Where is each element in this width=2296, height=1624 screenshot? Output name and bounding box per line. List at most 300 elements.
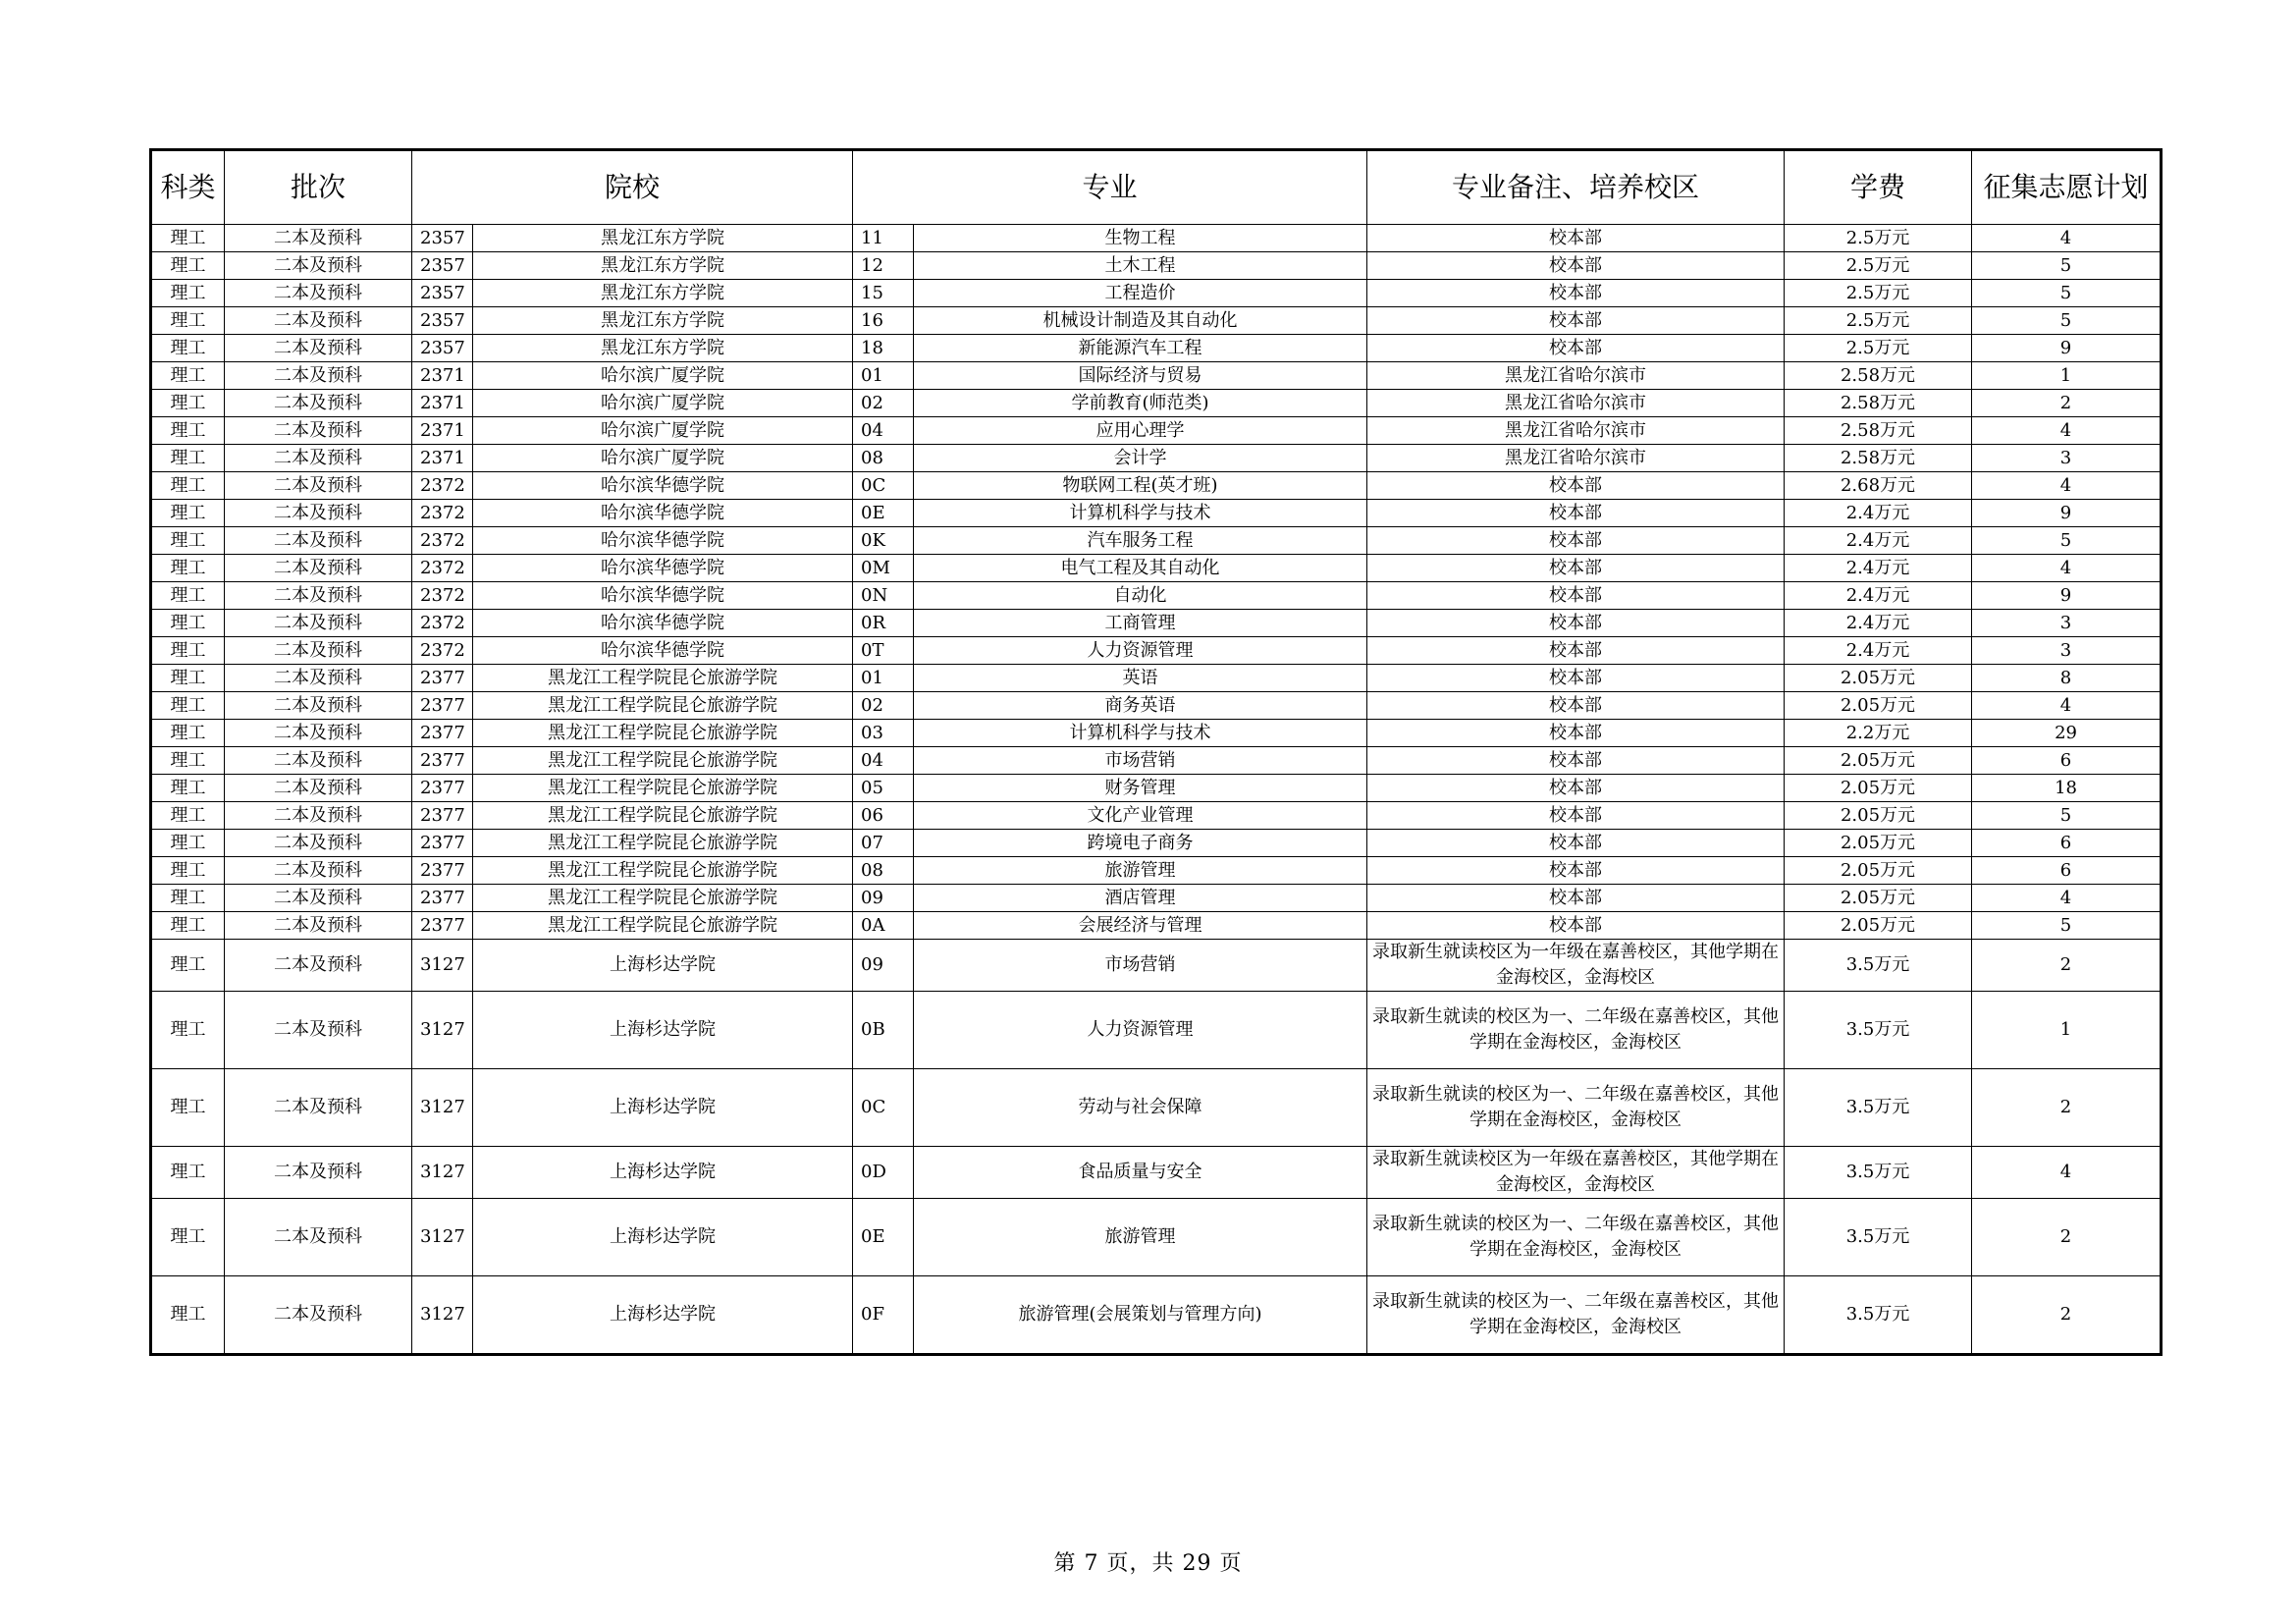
kelei-cell: 理工 bbox=[151, 830, 225, 857]
major-code-cell: 0C bbox=[853, 472, 914, 500]
major-name-cell: 文化产业管理 bbox=[914, 802, 1367, 830]
pici-cell: 二本及预科 bbox=[225, 582, 412, 610]
major-name-cell: 旅游管理 bbox=[914, 1199, 1367, 1276]
tuition-cell: 2.05万元 bbox=[1785, 775, 1972, 802]
school-name-cell: 哈尔滨华德学院 bbox=[473, 610, 853, 637]
major-code-cell: 04 bbox=[853, 747, 914, 775]
major-name-cell: 市场营销 bbox=[914, 747, 1367, 775]
school-code-cell: 2371 bbox=[412, 445, 473, 472]
major-code-cell: 08 bbox=[853, 857, 914, 885]
major-name-cell: 会计学 bbox=[914, 445, 1367, 472]
tuition-cell: 2.58万元 bbox=[1785, 417, 1972, 445]
pici-cell: 二本及预科 bbox=[225, 527, 412, 555]
major-code-cell: 0R bbox=[853, 610, 914, 637]
school-name-cell: 哈尔滨华德学院 bbox=[473, 637, 853, 665]
table-row bbox=[151, 637, 2162, 665]
tuition-cell: 2.05万元 bbox=[1785, 747, 1972, 775]
major-name-cell: 电气工程及其自动化 bbox=[914, 555, 1367, 582]
major-code-cell: 02 bbox=[853, 390, 914, 417]
school-code-cell: 2357 bbox=[412, 225, 473, 252]
major-name-cell: 财务管理 bbox=[914, 775, 1367, 802]
major-note-cell: 黑龙江省哈尔滨市 bbox=[1367, 390, 1785, 417]
major-note-cell: 校本部 bbox=[1367, 280, 1785, 307]
major-note-cell: 黑龙江省哈尔滨市 bbox=[1367, 445, 1785, 472]
major-note-cell: 校本部 bbox=[1367, 307, 1785, 335]
kelei-cell: 理工 bbox=[151, 637, 225, 665]
page-number: 第 7 页，共 29 页 bbox=[1053, 1551, 1243, 1576]
school-code-cell: 3127 bbox=[412, 940, 473, 992]
tuition-cell: 2.05万元 bbox=[1785, 802, 1972, 830]
pici-cell: 二本及预科 bbox=[225, 225, 412, 252]
tuition-cell: 3.5万元 bbox=[1785, 992, 1972, 1069]
tuition-cell: 2.4万元 bbox=[1785, 500, 1972, 527]
kelei-cell: 理工 bbox=[151, 692, 225, 720]
school-code-cell: 2377 bbox=[412, 692, 473, 720]
school-name-cell: 哈尔滨广厦学院 bbox=[473, 417, 853, 445]
major-name-cell: 跨境电子商务 bbox=[914, 830, 1367, 857]
school-name-cell: 黑龙江工程学院昆仑旅游学院 bbox=[473, 912, 853, 940]
table-row bbox=[151, 280, 2162, 307]
major-code-cell: 0M bbox=[853, 555, 914, 582]
school-name-cell: 哈尔滨华德学院 bbox=[473, 527, 853, 555]
school-code-cell: 2377 bbox=[412, 857, 473, 885]
major-note-cell: 校本部 bbox=[1367, 692, 1785, 720]
tuition-cell: 2.05万元 bbox=[1785, 665, 1972, 692]
tuition-cell: 2.5万元 bbox=[1785, 307, 1972, 335]
plan-count-cell: 8 bbox=[1972, 665, 2162, 692]
plan-count-cell: 9 bbox=[1972, 335, 2162, 362]
kelei-cell: 理工 bbox=[151, 390, 225, 417]
school-code-cell: 3127 bbox=[412, 1276, 473, 1355]
pici-cell: 二本及预科 bbox=[225, 280, 412, 307]
major-name-cell: 人力资源管理 bbox=[914, 992, 1367, 1069]
major-note-cell: 校本部 bbox=[1367, 720, 1785, 747]
school-name-cell: 黑龙江工程学院昆仑旅游学院 bbox=[473, 747, 853, 775]
pici-cell: 二本及预科 bbox=[225, 610, 412, 637]
school-name-cell: 哈尔滨广厦学院 bbox=[473, 390, 853, 417]
tuition-cell: 2.58万元 bbox=[1785, 362, 1972, 390]
major-code-cell: 09 bbox=[853, 885, 914, 912]
major-name-cell: 食品质量与安全 bbox=[914, 1147, 1367, 1199]
pici-cell: 二本及预科 bbox=[225, 362, 412, 390]
school-name-cell: 哈尔滨华德学院 bbox=[473, 500, 853, 527]
tuition-cell: 2.58万元 bbox=[1785, 390, 1972, 417]
table-row bbox=[151, 830, 2162, 857]
table-row bbox=[151, 335, 2162, 362]
major-code-cell: 01 bbox=[853, 362, 914, 390]
major-note-cell: 校本部 bbox=[1367, 472, 1785, 500]
pici-cell: 二本及预科 bbox=[225, 637, 412, 665]
kelei-cell: 理工 bbox=[151, 885, 225, 912]
pici-cell: 二本及预科 bbox=[225, 500, 412, 527]
school-code-cell: 2377 bbox=[412, 802, 473, 830]
school-name-cell: 上海杉达学院 bbox=[473, 1147, 853, 1199]
kelei-cell: 理工 bbox=[151, 500, 225, 527]
major-code-cell: 0D bbox=[853, 1147, 914, 1199]
plan-count-cell: 5 bbox=[1972, 802, 2162, 830]
school-code-cell: 2377 bbox=[412, 747, 473, 775]
kelei-cell: 理工 bbox=[151, 582, 225, 610]
major-code-cell: 05 bbox=[853, 775, 914, 802]
tuition-cell: 2.05万元 bbox=[1785, 885, 1972, 912]
major-note-cell: 黑龙江省哈尔滨市 bbox=[1367, 417, 1785, 445]
pici-cell: 二本及预科 bbox=[225, 417, 412, 445]
major-name-cell: 英语 bbox=[914, 665, 1367, 692]
table-row bbox=[151, 362, 2162, 390]
plan-count-cell: 6 bbox=[1972, 747, 2162, 775]
header-jihua: 征集志愿计划 bbox=[1972, 150, 2162, 225]
table-row bbox=[151, 885, 2162, 912]
school-code-cell: 2371 bbox=[412, 390, 473, 417]
school-code-cell: 2372 bbox=[412, 555, 473, 582]
plan-count-cell: 4 bbox=[1972, 472, 2162, 500]
major-note-cell: 录取新生就读的校区为一、二年级在嘉善校区，其他学期在金海校区，金海校区 bbox=[1367, 1069, 1785, 1147]
school-code-cell: 2372 bbox=[412, 472, 473, 500]
school-name-cell: 黑龙江东方学院 bbox=[473, 225, 853, 252]
school-name-cell: 黑龙江工程学院昆仑旅游学院 bbox=[473, 802, 853, 830]
school-code-cell: 2357 bbox=[412, 307, 473, 335]
school-name-cell: 黑龙江工程学院昆仑旅游学院 bbox=[473, 775, 853, 802]
school-name-cell: 哈尔滨华德学院 bbox=[473, 555, 853, 582]
school-code-cell: 3127 bbox=[412, 1147, 473, 1199]
header-beizhu: 专业备注、培养校区 bbox=[1367, 150, 1785, 225]
table-row bbox=[151, 472, 2162, 500]
header-kelei: 科类 bbox=[151, 150, 225, 225]
school-name-cell: 黑龙江工程学院昆仑旅游学院 bbox=[473, 857, 853, 885]
table-body bbox=[151, 225, 2162, 1355]
major-note-cell: 校本部 bbox=[1367, 775, 1785, 802]
pici-cell: 二本及预科 bbox=[225, 857, 412, 885]
school-name-cell: 哈尔滨广厦学院 bbox=[473, 362, 853, 390]
major-note-cell: 校本部 bbox=[1367, 582, 1785, 610]
pici-cell: 二本及预科 bbox=[225, 940, 412, 992]
school-code-cell: 2372 bbox=[412, 610, 473, 637]
school-code-cell: 2372 bbox=[412, 582, 473, 610]
table-row bbox=[151, 1276, 2162, 1355]
table-row bbox=[151, 720, 2162, 747]
plan-count-cell: 2 bbox=[1972, 1199, 2162, 1276]
table-row bbox=[151, 992, 2162, 1069]
major-note-cell: 校本部 bbox=[1367, 637, 1785, 665]
header-row bbox=[151, 150, 2162, 225]
major-code-cell: 18 bbox=[853, 335, 914, 362]
table-row bbox=[151, 747, 2162, 775]
pici-cell: 二本及预科 bbox=[225, 692, 412, 720]
major-code-cell: 08 bbox=[853, 445, 914, 472]
table-row bbox=[151, 802, 2162, 830]
school-name-cell: 黑龙江工程学院昆仑旅游学院 bbox=[473, 720, 853, 747]
plan-count-cell: 4 bbox=[1972, 885, 2162, 912]
school-name-cell: 黑龙江工程学院昆仑旅游学院 bbox=[473, 665, 853, 692]
major-note-cell: 校本部 bbox=[1367, 555, 1785, 582]
plan-count-cell: 9 bbox=[1972, 500, 2162, 527]
table-row bbox=[151, 940, 2162, 992]
major-name-cell: 旅游管理 bbox=[914, 857, 1367, 885]
plan-count-cell: 3 bbox=[1972, 637, 2162, 665]
major-code-cell: 09 bbox=[853, 940, 914, 992]
pici-cell: 二本及预科 bbox=[225, 1276, 412, 1355]
table-row bbox=[151, 665, 2162, 692]
plan-count-cell: 5 bbox=[1972, 912, 2162, 940]
major-code-cell: 0E bbox=[853, 500, 914, 527]
pici-cell: 二本及预科 bbox=[225, 912, 412, 940]
school-code-cell: 3127 bbox=[412, 1199, 473, 1276]
plan-count-cell: 29 bbox=[1972, 720, 2162, 747]
tuition-cell: 3.5万元 bbox=[1785, 940, 1972, 992]
tuition-cell: 3.5万元 bbox=[1785, 1069, 1972, 1147]
plan-count-cell: 1 bbox=[1972, 992, 2162, 1069]
kelei-cell: 理工 bbox=[151, 747, 225, 775]
kelei-cell: 理工 bbox=[151, 610, 225, 637]
major-note-cell: 校本部 bbox=[1367, 802, 1785, 830]
major-code-cell: 11 bbox=[853, 225, 914, 252]
table-row bbox=[151, 775, 2162, 802]
kelei-cell: 理工 bbox=[151, 912, 225, 940]
plan-count-cell: 6 bbox=[1972, 830, 2162, 857]
pici-cell: 二本及预科 bbox=[225, 885, 412, 912]
tuition-cell: 2.4万元 bbox=[1785, 637, 1972, 665]
school-name-cell: 黑龙江东方学院 bbox=[473, 335, 853, 362]
plan-count-cell: 3 bbox=[1972, 445, 2162, 472]
school-name-cell: 哈尔滨华德学院 bbox=[473, 472, 853, 500]
school-name-cell: 黑龙江东方学院 bbox=[473, 307, 853, 335]
tuition-cell: 3.5万元 bbox=[1785, 1276, 1972, 1355]
table-row bbox=[151, 225, 2162, 252]
major-code-cell: 15 bbox=[853, 280, 914, 307]
school-name-cell: 哈尔滨广厦学院 bbox=[473, 445, 853, 472]
pici-cell: 二本及预科 bbox=[225, 1069, 412, 1147]
major-name-cell: 商务英语 bbox=[914, 692, 1367, 720]
major-code-cell: 01 bbox=[853, 665, 914, 692]
kelei-cell: 理工 bbox=[151, 1069, 225, 1147]
major-name-cell: 市场营销 bbox=[914, 940, 1367, 992]
major-name-cell: 应用心理学 bbox=[914, 417, 1367, 445]
major-name-cell: 国际经济与贸易 bbox=[914, 362, 1367, 390]
plan-count-cell: 6 bbox=[1972, 857, 2162, 885]
major-note-cell: 校本部 bbox=[1367, 912, 1785, 940]
school-name-cell: 上海杉达学院 bbox=[473, 1276, 853, 1355]
plan-count-cell: 2 bbox=[1972, 1276, 2162, 1355]
admission-plan-table bbox=[149, 148, 2163, 1356]
major-note-cell: 录取新生就读的校区为一、二年级在嘉善校区，其他学期在金海校区，金海校区 bbox=[1367, 992, 1785, 1069]
kelei-cell: 理工 bbox=[151, 992, 225, 1069]
header-zhuanye: 专业 bbox=[853, 150, 1367, 225]
kelei-cell: 理工 bbox=[151, 445, 225, 472]
school-code-cell: 2372 bbox=[412, 527, 473, 555]
major-name-cell: 旅游管理(会展策划与管理方向) bbox=[914, 1276, 1367, 1355]
plan-count-cell: 2 bbox=[1972, 1069, 2162, 1147]
tuition-cell: 2.5万元 bbox=[1785, 252, 1972, 280]
kelei-cell: 理工 bbox=[151, 555, 225, 582]
pici-cell: 二本及预科 bbox=[225, 335, 412, 362]
plan-count-cell: 4 bbox=[1972, 417, 2162, 445]
kelei-cell: 理工 bbox=[151, 417, 225, 445]
major-code-cell: 0F bbox=[853, 1276, 914, 1355]
major-note-cell: 黑龙江省哈尔滨市 bbox=[1367, 362, 1785, 390]
major-name-cell: 劳动与社会保障 bbox=[914, 1069, 1367, 1147]
major-code-cell: 0B bbox=[853, 992, 914, 1069]
major-note-cell: 校本部 bbox=[1367, 335, 1785, 362]
school-name-cell: 上海杉达学院 bbox=[473, 1069, 853, 1147]
school-code-cell: 2357 bbox=[412, 280, 473, 307]
tuition-cell: 3.5万元 bbox=[1785, 1199, 1972, 1276]
major-note-cell: 校本部 bbox=[1367, 857, 1785, 885]
school-code-cell: 2377 bbox=[412, 830, 473, 857]
tuition-cell: 2.68万元 bbox=[1785, 472, 1972, 500]
table-row bbox=[151, 857, 2162, 885]
plan-count-cell: 5 bbox=[1972, 252, 2162, 280]
kelei-cell: 理工 bbox=[151, 720, 225, 747]
major-name-cell: 土木工程 bbox=[914, 252, 1367, 280]
major-note-cell: 录取新生就读校区为一年级在嘉善校区，其他学期在金海校区，金海校区 bbox=[1367, 940, 1785, 992]
table-row bbox=[151, 500, 2162, 527]
major-note-cell: 录取新生就读的校区为一、二年级在嘉善校区，其他学期在金海校区，金海校区 bbox=[1367, 1199, 1785, 1276]
tuition-cell: 2.5万元 bbox=[1785, 225, 1972, 252]
kelei-cell: 理工 bbox=[151, 775, 225, 802]
school-name-cell: 哈尔滨华德学院 bbox=[473, 582, 853, 610]
plan-count-cell: 5 bbox=[1972, 280, 2162, 307]
plan-count-cell: 4 bbox=[1972, 555, 2162, 582]
tuition-cell: 2.2万元 bbox=[1785, 720, 1972, 747]
school-name-cell: 黑龙江东方学院 bbox=[473, 252, 853, 280]
school-name-cell: 黑龙江东方学院 bbox=[473, 280, 853, 307]
pici-cell: 二本及预科 bbox=[225, 775, 412, 802]
major-name-cell: 计算机科学与技术 bbox=[914, 720, 1367, 747]
school-code-cell: 2377 bbox=[412, 665, 473, 692]
pici-cell: 二本及预科 bbox=[225, 992, 412, 1069]
tuition-cell: 3.5万元 bbox=[1785, 1147, 1972, 1199]
major-name-cell: 新能源汽车工程 bbox=[914, 335, 1367, 362]
plan-count-cell: 5 bbox=[1972, 527, 2162, 555]
pici-cell: 二本及预科 bbox=[225, 307, 412, 335]
plan-count-cell: 2 bbox=[1972, 940, 2162, 992]
kelei-cell: 理工 bbox=[151, 472, 225, 500]
pici-cell: 二本及预科 bbox=[225, 747, 412, 775]
major-name-cell: 人力资源管理 bbox=[914, 637, 1367, 665]
kelei-cell: 理工 bbox=[151, 252, 225, 280]
major-note-cell: 校本部 bbox=[1367, 747, 1785, 775]
major-code-cell: 0A bbox=[853, 912, 914, 940]
school-code-cell: 3127 bbox=[412, 1069, 473, 1147]
tuition-cell: 2.05万元 bbox=[1785, 912, 1972, 940]
table-row bbox=[151, 610, 2162, 637]
major-name-cell: 酒店管理 bbox=[914, 885, 1367, 912]
school-name-cell: 黑龙江工程学院昆仑旅游学院 bbox=[473, 885, 853, 912]
tuition-cell: 2.4万元 bbox=[1785, 555, 1972, 582]
pici-cell: 二本及预科 bbox=[225, 720, 412, 747]
major-name-cell: 汽车服务工程 bbox=[914, 527, 1367, 555]
school-code-cell: 3127 bbox=[412, 992, 473, 1069]
major-code-cell: 0T bbox=[853, 637, 914, 665]
major-note-cell: 校本部 bbox=[1367, 610, 1785, 637]
plan-count-cell: 4 bbox=[1972, 225, 2162, 252]
pici-cell: 二本及预科 bbox=[225, 445, 412, 472]
school-code-cell: 2371 bbox=[412, 417, 473, 445]
major-note-cell: 校本部 bbox=[1367, 252, 1785, 280]
major-code-cell: 0N bbox=[853, 582, 914, 610]
header-yuanxiao: 院校 bbox=[412, 150, 853, 225]
table-row bbox=[151, 912, 2162, 940]
major-name-cell: 计算机科学与技术 bbox=[914, 500, 1367, 527]
tuition-cell: 2.05万元 bbox=[1785, 692, 1972, 720]
school-code-cell: 2377 bbox=[412, 775, 473, 802]
major-code-cell: 04 bbox=[853, 417, 914, 445]
major-note-cell: 校本部 bbox=[1367, 527, 1785, 555]
plan-count-cell: 2 bbox=[1972, 390, 2162, 417]
major-note-cell: 校本部 bbox=[1367, 225, 1785, 252]
school-name-cell: 上海杉达学院 bbox=[473, 1199, 853, 1276]
plan-count-cell: 18 bbox=[1972, 775, 2162, 802]
tuition-cell: 2.58万元 bbox=[1785, 445, 1972, 472]
school-code-cell: 2372 bbox=[412, 500, 473, 527]
kelei-cell: 理工 bbox=[151, 527, 225, 555]
tuition-cell: 2.4万元 bbox=[1785, 610, 1972, 637]
school-name-cell: 上海杉达学院 bbox=[473, 992, 853, 1069]
major-name-cell: 生物工程 bbox=[914, 225, 1367, 252]
major-note-cell: 录取新生就读的校区为一、二年级在嘉善校区，其他学期在金海校区，金海校区 bbox=[1367, 1276, 1785, 1355]
school-code-cell: 2357 bbox=[412, 252, 473, 280]
school-code-cell: 2377 bbox=[412, 720, 473, 747]
plan-count-cell: 1 bbox=[1972, 362, 2162, 390]
kelei-cell: 理工 bbox=[151, 857, 225, 885]
tuition-cell: 2.5万元 bbox=[1785, 335, 1972, 362]
table-row bbox=[151, 527, 2162, 555]
pici-cell: 二本及预科 bbox=[225, 802, 412, 830]
major-code-cell: 12 bbox=[853, 252, 914, 280]
major-code-cell: 16 bbox=[853, 307, 914, 335]
school-code-cell: 2371 bbox=[412, 362, 473, 390]
kelei-cell: 理工 bbox=[151, 1147, 225, 1199]
plan-count-cell: 9 bbox=[1972, 582, 2162, 610]
table-row bbox=[151, 445, 2162, 472]
school-name-cell: 黑龙江工程学院昆仑旅游学院 bbox=[473, 830, 853, 857]
kelei-cell: 理工 bbox=[151, 1276, 225, 1355]
tuition-cell: 2.4万元 bbox=[1785, 527, 1972, 555]
header-xuefei: 学费 bbox=[1785, 150, 1972, 225]
pici-cell: 二本及预科 bbox=[225, 390, 412, 417]
school-code-cell: 2357 bbox=[412, 335, 473, 362]
major-code-cell: 0E bbox=[853, 1199, 914, 1276]
major-note-cell: 校本部 bbox=[1367, 830, 1785, 857]
plan-count-cell: 4 bbox=[1972, 1147, 2162, 1199]
table-row bbox=[151, 417, 2162, 445]
table-row bbox=[151, 390, 2162, 417]
kelei-cell: 理工 bbox=[151, 802, 225, 830]
pici-cell: 二本及预科 bbox=[225, 1147, 412, 1199]
table-row bbox=[151, 252, 2162, 280]
tuition-cell: 2.05万元 bbox=[1785, 857, 1972, 885]
plan-count-cell: 5 bbox=[1972, 307, 2162, 335]
major-name-cell: 学前教育(师范类) bbox=[914, 390, 1367, 417]
pici-cell: 二本及预科 bbox=[225, 1199, 412, 1276]
header-pici: 批次 bbox=[225, 150, 412, 225]
table-row bbox=[151, 692, 2162, 720]
major-code-cell: 0K bbox=[853, 527, 914, 555]
major-name-cell: 工商管理 bbox=[914, 610, 1367, 637]
tuition-cell: 2.5万元 bbox=[1785, 280, 1972, 307]
pici-cell: 二本及预科 bbox=[225, 665, 412, 692]
kelei-cell: 理工 bbox=[151, 225, 225, 252]
major-note-cell: 校本部 bbox=[1367, 665, 1785, 692]
pici-cell: 二本及预科 bbox=[225, 830, 412, 857]
major-name-cell: 物联网工程(英才班) bbox=[914, 472, 1367, 500]
kelei-cell: 理工 bbox=[151, 940, 225, 992]
major-code-cell: 02 bbox=[853, 692, 914, 720]
table-row bbox=[151, 582, 2162, 610]
pici-cell: 二本及预科 bbox=[225, 252, 412, 280]
school-code-cell: 2372 bbox=[412, 637, 473, 665]
school-code-cell: 2377 bbox=[412, 912, 473, 940]
